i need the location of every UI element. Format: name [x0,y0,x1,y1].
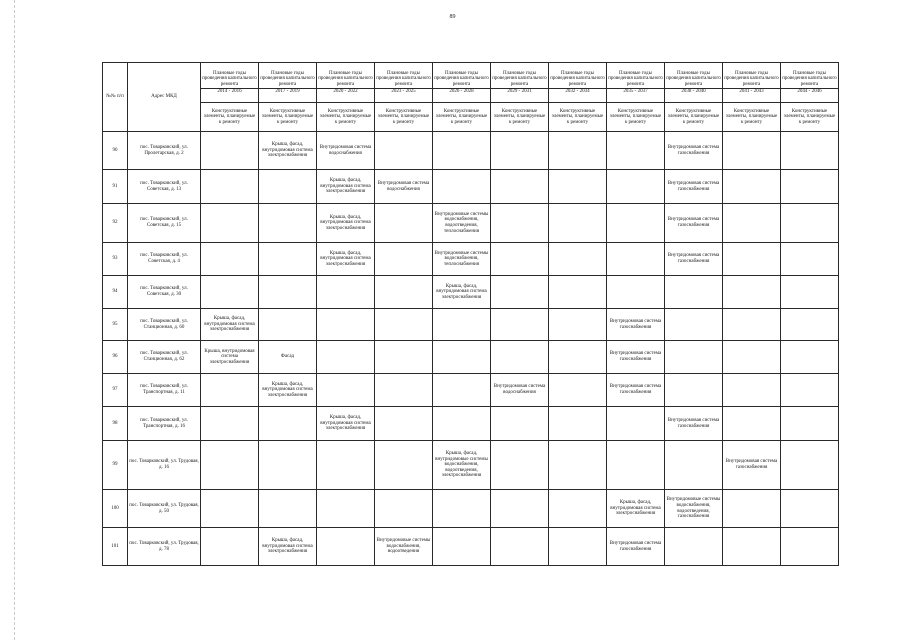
repair-elements-cell [491,170,549,204]
header-period [549,63,607,103]
header-period [781,63,839,103]
repair-elements-cell [317,490,375,528]
plan-title: Плановые годы проведения капитального ремонта [376,70,431,87]
page-edge-dashed-line [14,0,15,640]
plan-title: Плановые годы проведения капитального ремонта [202,70,257,87]
repair-elements-cell: Крыша, фасад, внутридомовая система электроснабжения [259,528,317,566]
repair-elements-cell [491,407,549,441]
repair-elements-cell [781,276,839,309]
header-subtitle: Конструктивные элементы, планируемые к ремонту [433,103,491,132]
plan-title: Плановые годы проведения капитального ремонта [608,70,663,87]
repair-elements-cell [723,341,781,374]
repair-elements-cell [433,374,491,407]
repair-elements-cell: Внутридомовые системы водоснабжения, водоотведения, теплоснабжения [433,204,491,243]
header-subtitle: Конструктивные элементы, планируемые к ремонту [549,103,607,132]
repair-elements-cell [723,243,781,276]
table-row [103,204,839,243]
repair-elements-cell [433,528,491,566]
repair-elements-cell: Внутридомовые системы водоснабжения, теплоснабжения [433,243,491,276]
repair-elements-cell [491,243,549,276]
row-number: 90 [103,132,128,170]
plan-title: Плановые годы проведения капитального ремонта [550,70,605,87]
header-subtitle-row [103,103,839,132]
repair-elements-cell: Внутридомовые системы водоснабжения, водоотведения, газоснабжения [665,490,723,528]
header-subtitle: Конструктивные элементы, планируемые к ремонту [607,103,665,132]
header-subtitle: Конструктивные элементы, планируемые к ремонту [665,103,723,132]
repair-elements-cell [723,170,781,204]
repair-elements-cell [607,243,665,276]
header-num: №№ п/п [103,63,128,132]
repair-elements-cell [549,374,607,407]
row-number: 97 [103,374,128,407]
repair-elements-cell [201,170,259,204]
repair-elements-cell [607,441,665,490]
repair-elements-cell: Крыша, фасад, внутридомовая система электроснабжения [201,309,259,341]
repair-elements-cell: Внутридомовая система газоснабжения [607,309,665,341]
header-subtitle: Конструктивные элементы, планируемые к ремонту [723,103,781,132]
repair-elements-cell [549,441,607,490]
repair-elements-cell: Фасад [259,341,317,374]
repair-elements-cell [665,374,723,407]
repair-elements-cell [723,407,781,441]
repair-elements-cell [201,490,259,528]
plan-years: 2026 - 2028 [433,88,490,95]
repair-elements-cell [317,528,375,566]
table-row [103,309,839,341]
repair-elements-cell [375,441,433,490]
plan-title: Плановые годы проведения капитального ремонта [434,70,489,87]
row-address: пос. Товарковский, ул. Станционная, д. 60 [128,309,201,341]
repair-elements-cell [665,309,723,341]
repair-elements-cell [375,243,433,276]
repair-elements-cell [723,374,781,407]
repair-elements-cell [375,490,433,528]
repair-elements-cell [781,441,839,490]
row-number: 92 [103,204,128,243]
repair-elements-cell [781,170,839,204]
plan-years: 2032 - 2034 [549,88,606,95]
repair-elements-cell [433,309,491,341]
table-row [103,441,839,490]
header-subtitle: Конструктивные элементы, планируемые к ремонту [259,103,317,132]
repair-elements-cell: Крыша, фасад, внутридомовые системы водоснабжения, водоотведения, электроснабжения [433,441,491,490]
row-address: пос. Товарковский, ул. Трудовая, д. 50 [128,490,201,528]
plan-title: Плановые годы проведения капитального ремонта [492,70,547,87]
repair-elements-cell: Крыша, фасад, внутридомовая система электроснабжения [607,490,665,528]
row-address: пос. Товарковский, ул. Пролетарская, д. 2 [128,132,201,170]
repair-elements-cell [491,276,549,309]
table-row [103,374,839,407]
repair-elements-cell [433,170,491,204]
repair-elements-cell: Крыша, фасад, внутридомовая система электроснабжения [317,407,375,441]
repair-elements-cell [665,528,723,566]
repair-elements-cell [317,374,375,407]
repair-elements-cell [259,490,317,528]
repair-elements-cell [781,309,839,341]
header-period [433,63,491,103]
header-period-row [103,63,839,103]
plan-years: 2017 - 2019 [259,88,316,95]
repair-elements-cell [549,490,607,528]
plan-years: 2041 - 2043 [723,88,780,95]
table-row [103,170,839,204]
row-address: пос. Товарковский, ул. Советская, д. 30 [128,276,201,309]
repair-elements-cell: Внутридомовая система водоснабжения [491,374,549,407]
header-period [317,63,375,103]
repair-elements-cell [665,276,723,309]
plan-years: 2035 - 2037 [607,88,664,95]
table-row [103,407,839,441]
repair-elements-cell [201,204,259,243]
repair-elements-cell: Внутридомовые системы водоснабжения, водоотведения [375,528,433,566]
repair-elements-cell [317,276,375,309]
header-subtitle: Конструктивные элементы, планируемые к ремонту [201,103,259,132]
repair-elements-cell [201,276,259,309]
repair-elements-cell [259,204,317,243]
repair-elements-cell [491,341,549,374]
repair-elements-cell [201,374,259,407]
plan-title: Плановые годы проведения капитального ремонта [666,70,721,87]
repair-elements-cell [317,309,375,341]
table-body [103,132,839,566]
repair-elements-cell [549,204,607,243]
row-address: пос. Товарковский, ул. Транспортная, д. 11 [128,374,201,407]
repair-elements-cell [607,407,665,441]
repair-elements-cell [549,309,607,341]
repair-elements-cell [665,441,723,490]
repair-elements-cell [723,204,781,243]
plan-years: 2014 - 2016 [201,88,258,95]
row-number: 93 [103,243,128,276]
repair-elements-cell [491,441,549,490]
repair-elements-cell: Внутридомовая система газоснабжения [723,441,781,490]
row-address: пос. Товарковский, ул. Советская, д. 15 [128,204,201,243]
repair-elements-cell: Крыша, фасад, внутридомовая система электроснабжения [259,374,317,407]
repair-elements-cell [433,132,491,170]
repair-elements-cell [549,243,607,276]
repair-elements-cell [781,341,839,374]
repair-elements-cell: Внутридомовая система газоснабжения [607,374,665,407]
repair-elements-cell: Внутридомовая система водоснабжения [317,132,375,170]
row-address: пос. Товарковский, ул. Трудовая, д. 16 [128,441,201,490]
repair-elements-cell [433,341,491,374]
header-period [607,63,665,103]
repair-elements-cell: Внутридомовая система газоснабжения [665,170,723,204]
header-subtitle: Конструктивные элементы, планируемые к ремонту [491,103,549,132]
header-period [665,63,723,103]
repair-elements-cell [375,341,433,374]
repair-elements-cell [607,170,665,204]
repair-elements-cell [491,528,549,566]
table-row [103,490,839,528]
row-number: 94 [103,276,128,309]
row-number: 95 [103,309,128,341]
repair-elements-cell [607,276,665,309]
repair-elements-cell [201,132,259,170]
table-row [103,276,839,309]
repair-elements-cell [607,204,665,243]
plan-years: 2023 - 2025 [375,88,432,95]
row-address: пос. Товарковский, ул. Станционная, д. 62 [128,341,201,374]
repair-elements-cell [781,243,839,276]
row-address: пос. Товарковский, ул. Советская, д. 13 [128,170,201,204]
repair-elements-cell [317,441,375,490]
row-address: пос. Товарковский, ул. Советская, д. 4 [128,243,201,276]
plan-title: Плановые годы проведения капитального ремонта [782,70,837,87]
row-number: 91 [103,170,128,204]
header-period [375,63,433,103]
repair-elements-cell [723,528,781,566]
table-row [103,341,839,374]
repair-elements-cell: Внутридомовая система газоснабжения [665,243,723,276]
repair-elements-cell: Внутридомовая система газоснабжения [607,341,665,374]
plan-years: 2029 - 2031 [491,88,548,95]
repair-elements-cell [781,490,839,528]
repair-elements-cell [259,407,317,441]
repair-elements-cell [549,276,607,309]
row-number: 98 [103,407,128,441]
repair-elements-cell: Внутридомовая система водоснабжения [375,170,433,204]
plan-years: 2020 - 2022 [317,88,374,95]
repair-elements-cell [781,407,839,441]
row-number: 101 [103,528,128,566]
repair-elements-cell [259,276,317,309]
repair-elements-cell [549,132,607,170]
repair-elements-cell [375,309,433,341]
repair-elements-cell: Крыша, фасад, внутридомовая система электроснабжения [317,243,375,276]
table-row [103,132,839,170]
repair-elements-cell: Внутридомовая система газоснабжения [665,204,723,243]
repair-elements-cell [723,490,781,528]
header-address: Адрес МКД [128,63,201,132]
header-subtitle: Конструктивные элементы, планируемые к ремонту [781,103,839,132]
repair-elements-cell [723,132,781,170]
repair-elements-cell [491,309,549,341]
repair-elements-cell [201,407,259,441]
header-subtitle: Конструктивные элементы, планируемые к ремонту [317,103,375,132]
repair-elements-cell: Внутридомовая система газоснабжения [665,407,723,441]
repair-elements-cell: Крыша, фасад, внутридомовая система электроснабжения [317,170,375,204]
repair-elements-cell: Внутридомовая система газоснабжения [665,132,723,170]
repair-elements-cell [375,407,433,441]
header-period [201,63,259,103]
repair-elements-cell [259,309,317,341]
repair-elements-cell [607,132,665,170]
repair-elements-cell [781,374,839,407]
repair-elements-cell: Внутридомовая система газоснабжения [607,528,665,566]
plan-years: 2038 - 2040 [665,88,722,95]
header-period [491,63,549,103]
plan-years: 2044 - 2046 [781,88,838,95]
repair-elements-cell [375,374,433,407]
header-subtitle: Конструктивные элементы, планируемые к ремонту [375,103,433,132]
plan-title: Плановые годы проведения капитального ремонта [724,70,779,87]
repair-elements-cell [259,441,317,490]
repair-elements-cell [375,276,433,309]
repair-elements-cell [665,341,723,374]
repair-elements-cell [549,170,607,204]
header-period [723,63,781,103]
repair-elements-cell [491,204,549,243]
row-address: пос. Товарковский, ул. Транспортная, д. 16 [128,407,201,441]
repair-elements-cell [259,243,317,276]
repair-elements-cell [433,490,491,528]
repair-elements-cell [375,132,433,170]
repair-elements-cell: Крыша, фасад, внутридомовая система электроснабжения [317,204,375,243]
repair-elements-cell [781,132,839,170]
plan-title: Плановые годы проведения капитального ремонта [318,70,373,87]
repair-elements-cell [491,132,549,170]
repair-elements-cell [549,528,607,566]
repair-elements-cell [201,441,259,490]
row-number: 100 [103,490,128,528]
repair-elements-cell: Крыша, фасад, внутридомовая система электроснабжения [259,132,317,170]
row-number: 96 [103,341,128,374]
repair-elements-cell: Крыша, фасад, внутридомовая система электроснабжения [433,276,491,309]
repair-elements-cell [375,204,433,243]
repair-elements-cell [259,170,317,204]
repair-elements-cell [317,341,375,374]
repair-elements-cell: Крыша, внутридомовая система электроснабжения [201,341,259,374]
table-row [103,528,839,566]
repair-elements-cell [723,276,781,309]
row-number: 99 [103,441,128,490]
header-period [259,63,317,103]
table-row [103,243,839,276]
row-address: пос. Товарковский, ул. Трудовая, д. 78 [128,528,201,566]
repair-elements-cell [201,243,259,276]
capital-repair-schedule-table [102,62,839,566]
repair-elements-cell [201,528,259,566]
repair-elements-cell [781,204,839,243]
repair-elements-cell [781,528,839,566]
repair-elements-cell [723,309,781,341]
plan-title: Плановые годы проведения капитального ремонта [260,70,315,87]
repair-elements-cell [491,490,549,528]
page-number: 89 [449,14,456,20]
repair-elements-cell [433,407,491,441]
repair-elements-cell [549,407,607,441]
repair-elements-cell [549,341,607,374]
